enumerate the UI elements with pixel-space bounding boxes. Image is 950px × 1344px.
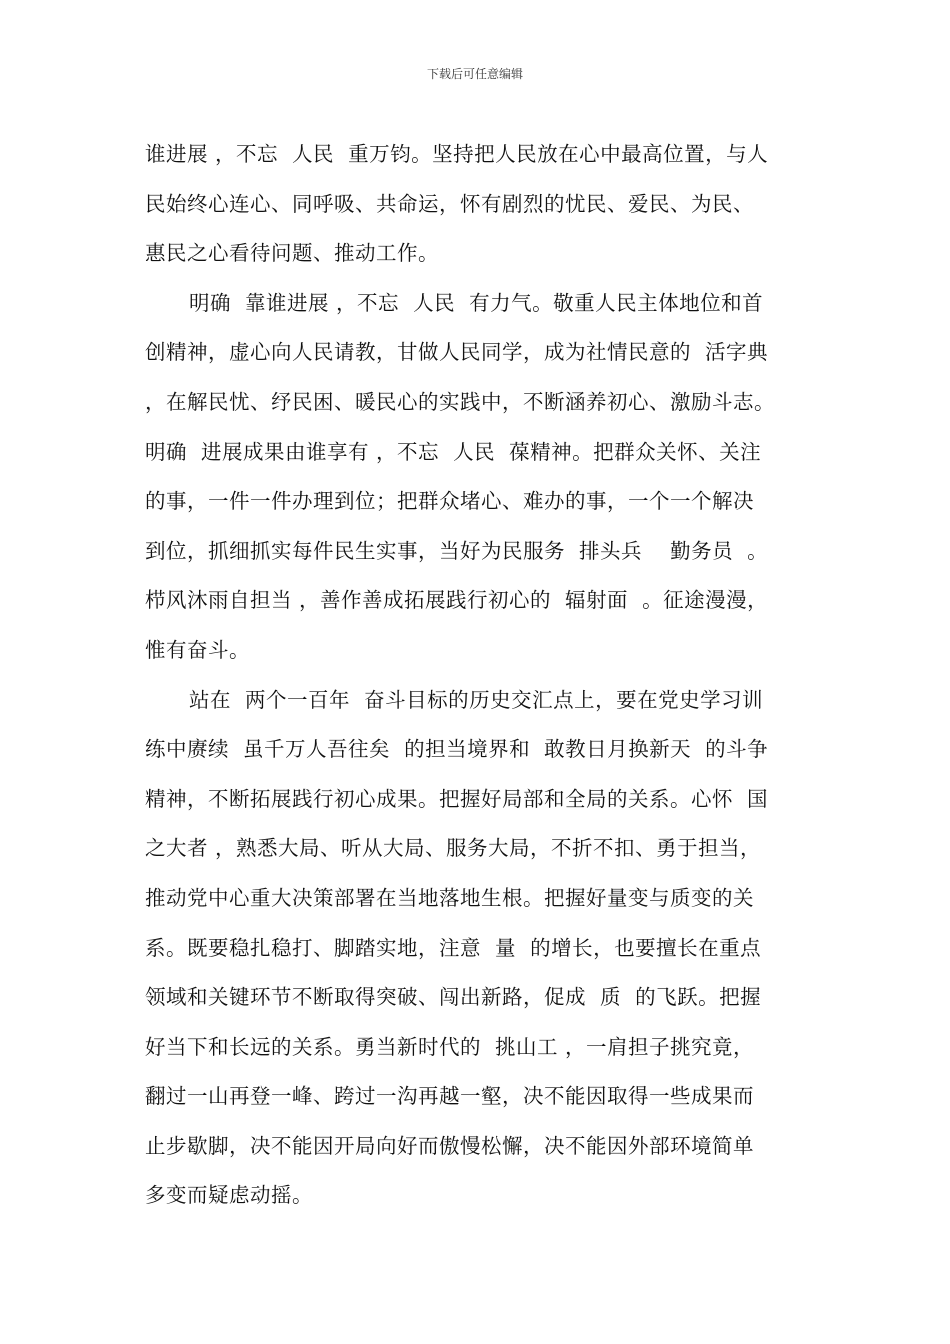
text-line: 精神，不断拓展践行初心成果。把握好局部和全局的关系。心怀 国	[145, 786, 769, 811]
text-line: 谁进展 ，不忘 人民 重万钧。坚持把人民放在心中最高位置，与人	[145, 142, 769, 166]
text-line: 到位，抓细抓实每件民生实事，当好为民服务 排头兵 勤务员 。	[145, 538, 769, 563]
text-line: 多变而疑虑动摇。	[145, 1183, 313, 1208]
paragraph-start-line: 明确 靠谁进展 ，不忘 人民 有力气。敬重人民主体地位和首	[189, 290, 764, 315]
text-line: 创精神，虚心向人民请教，甘做人民同学，成为社情民意的 活字典	[145, 340, 769, 365]
text-line: 翻过一山再登一峰、跨过一沟再越一壑，决不能因取得一些成果而	[145, 1084, 754, 1109]
text-line: 栉风沐雨自担当 ，善作善成拓展践行初心的 辐射面 。征途漫漫，	[145, 588, 769, 613]
text-line: 民始终心连心、同呼吸、共命运，怀有剧烈的忧民、爱民、为民、	[145, 191, 754, 216]
paragraph-start-line: 站在 两个一百年 奋斗目标的历史交汇点上，要在党史学习训	[189, 687, 764, 712]
page-header-note: 下载后可任意编辑	[426, 67, 523, 81]
text-line: 明确 进展成果由谁享有 ，不忘 人民 葆精神。把群众关怀、关注	[145, 439, 762, 464]
document-body	[145, 130, 810, 1221]
text-line: ，在解民忧、纾民困、暖民心的实践中，不断涵养初心、激励斗志。	[145, 389, 775, 414]
text-line: 好当下和长远的关系。勇当新时代的 挑山工 ，一肩担子挑究竟，	[145, 1034, 755, 1059]
text-line: 止步歇脚，决不能因开局向好而傲慢松懈，决不能因外部环境简单	[145, 1133, 754, 1158]
text-line: 推动党中心重大决策部署在当地落地生根。把握好量变与质变的关	[145, 885, 754, 910]
text-line: 的事，一件一件办理到位；把群众堵心、难办的事，一个一个解决	[145, 489, 754, 514]
text-line: 惠民之心看待问题、推动工作。	[145, 241, 439, 266]
text-line: 系。既要稳扎稳打、脚踏实地，注意 量 的增长，也要擅长在重点	[145, 935, 762, 960]
text-line: 之大者 ，熟悉大局、听从大局、服务大局，不折不扣、勇于担当，	[145, 836, 762, 861]
text-line: 练中赓续 虽千万人吾往矣 的担当境界和 敢教日月换新天 的斗争	[145, 737, 769, 762]
text-line: 惟有奋斗。	[145, 637, 250, 662]
text-line: 领域和关键环节不断取得突破、闯出新路，促成 质 的飞跃。把握	[145, 985, 762, 1010]
